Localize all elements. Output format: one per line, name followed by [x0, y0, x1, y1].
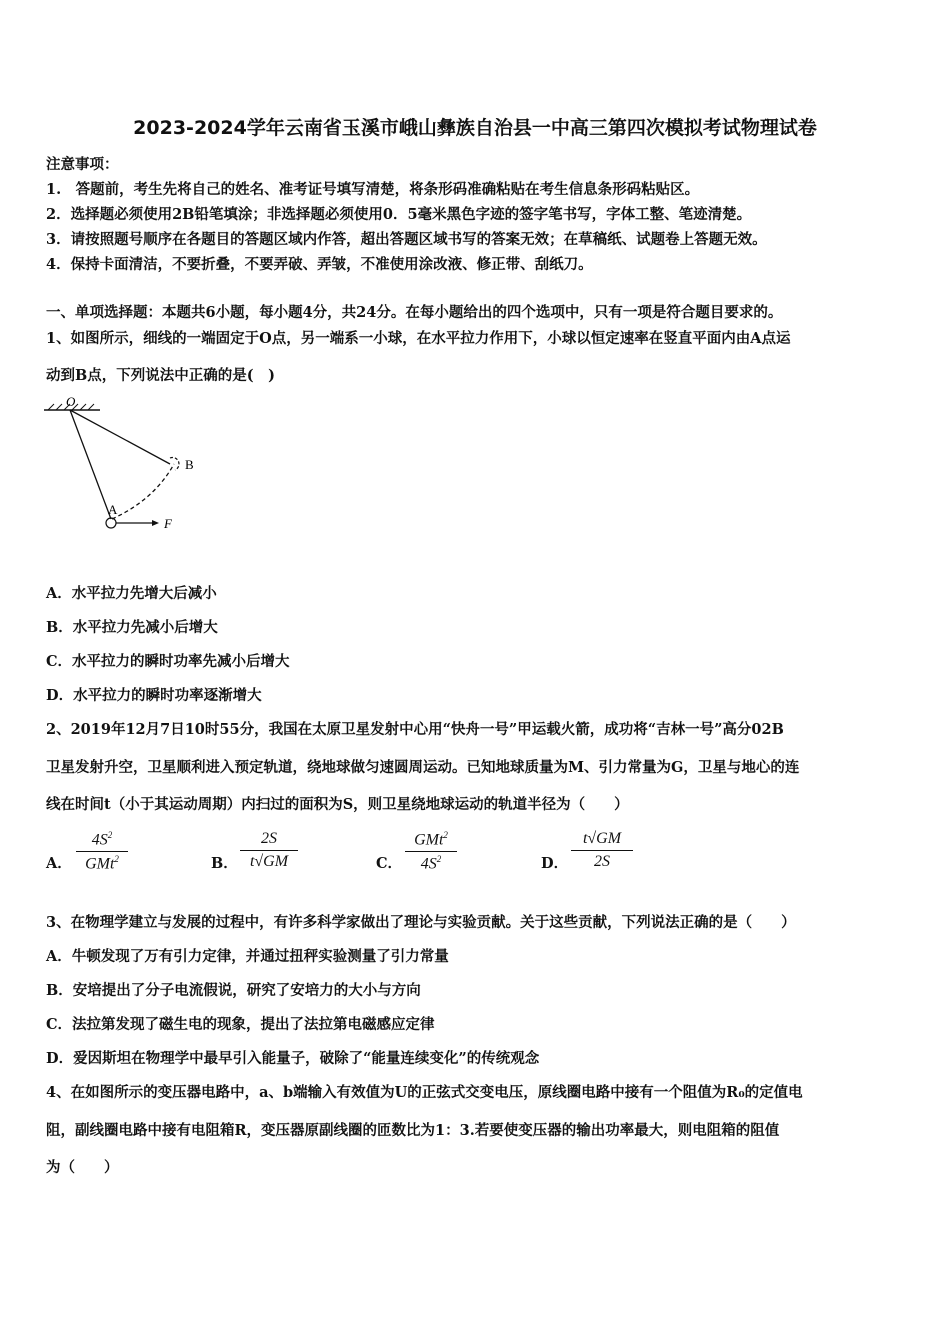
q2-option-d-letter: D． [541, 855, 569, 872]
string-ob [70, 410, 170, 464]
frac-denominator: 2S [594, 853, 610, 870]
frac-den-exponent: 2 [436, 854, 442, 865]
q3-option-d: D．爱因斯坦在物理学中最早引入能量子，破除了“能量连续变化”的传统观念 [46, 1050, 540, 1067]
q3-option-a: A．牛顿发现了万有引力定律，并通过扭秤实验测量了引力常量 [46, 948, 449, 965]
pendulum-figure [44, 392, 214, 542]
section-heading: 一、单项选择题：本题共6小题，每小题4分，共24分。在每小题给出的四个选项中，只有一项是符合题目要求的。 [46, 304, 783, 321]
point-a-label: A [108, 502, 118, 517]
force-f-label: F [164, 516, 172, 531]
q1-option-d: D．水平拉力的瞬时功率逐渐增大 [46, 687, 262, 704]
ball-a [106, 518, 116, 528]
frac-denominator: 4S [420, 855, 437, 873]
q2-option-a-fraction [76, 830, 128, 874]
frac-den-exponent: 2 [114, 854, 119, 865]
q2-option-b-fraction [240, 830, 298, 871]
page-title: 2023-2024学年云南省玉溪市峨山彝族自治县一中高三第四次模拟考试物理试卷 [133, 117, 817, 139]
q1-option-b: B．水平拉力先减小后增大 [46, 619, 218, 636]
frac-numerator: 4S [91, 831, 108, 849]
q1-stem-line1: 1、如图所示，细线的一端固定于O点，另一端系一小球，在水平拉力作用下，小球以恒定速率在竖直平面内由A点运 [46, 330, 791, 347]
q3-stem: 3、在物理学建立与发展的过程中，有许多科学家做出了理论与实验贡献。关于这些贡献，下列说法正确的是（ ） [46, 914, 796, 931]
frac-denominator: t√GM [249, 853, 289, 870]
notice-item-4: 4．保持卡面清洁，不要折叠，不要弄破、弄皱，不准使用涂改液、修正带、刮纸刀。 [46, 256, 593, 273]
frac-numerator: t√GM [571, 830, 633, 851]
q3-option-b: B．安培提出了分子电流假说，研究了安培力的大小与方向 [46, 982, 421, 999]
q1-option-a: A．水平拉力先增大后减小 [46, 585, 217, 602]
q2-option-a-letter: A． [46, 855, 72, 872]
q1-stem-line2: 动到B点，下列说法中正确的是( ) [46, 367, 275, 384]
q2-stem-line1: 2、2019年12月7日10时55分，我国在太原卫星发射中心用“快舟一号”甲运载火箭，成功将“吉林一号”高分02B [46, 721, 784, 738]
q4-stem-line1: 4、在如图所示的变压器电路中，a、b端输入有效值为U的正弦式交变电压，原线圈电路中接有一个阻值为R₀的定值电 [46, 1084, 803, 1101]
frac-numerator: GMt [414, 831, 444, 849]
frac-num-exponent: 2 [443, 830, 448, 840]
frac-denominator: GMt [85, 855, 115, 873]
q2-stem-line3: 线在时间t（小于其运动周期）内扫过的面积为S，则卫星绕地球运动的轨道半径为（ ） [46, 796, 629, 813]
notice-item-1: 1. 答题前，考生先将自己的姓名、准考证号填写清楚，将条形码准确粘贴在考生信息条形码粘贴区。 [46, 181, 700, 198]
frac-numerator: 2S [240, 830, 298, 851]
q2-stem-line2: 卫星发射升空，卫星顺利进入预定轨道，绕地球做匀速圆周运动。已知地球质量为M、引力常量为G，卫星与地心的连 [46, 759, 800, 776]
string-oa [70, 410, 111, 519]
q4-stem-line2: 阻，副线圈电路中接有电阻箱R，变压器原副线圈的匝数比为1：3.若要使变压器的输出功率最大，则电阻箱的阻值 [46, 1122, 780, 1139]
q4-stem-line3: 为（ ） [46, 1159, 119, 1176]
q2-option-d-fraction [571, 830, 633, 871]
force-arrow-head [152, 520, 159, 526]
q2-option-b-letter: B． [211, 855, 238, 872]
frac-num-exponent: 2 [107, 830, 113, 840]
notice-heading: 注意事项： [46, 156, 119, 173]
notice-item-3: 3．请按照题号顺序在各题目的答题区域内作答，超出答题区域书写的答案无效；在草稿纸、试题卷上答题无效。 [46, 231, 767, 248]
q2-option-c-letter: C． [376, 855, 403, 872]
q1-option-c: C．水平拉力的瞬时功率先减小后增大 [46, 653, 290, 670]
point-o-label: O [66, 394, 76, 409]
q2-option-c-fraction [405, 830, 457, 874]
arc-path [112, 464, 174, 519]
notice-item-2: 2．选择题必须使用2B铅笔填涂；非选择题必须使用0．5毫米黑色字迹的签字笔书写，字体工整、笔迹清楚。 [46, 206, 752, 223]
point-b-label: B [185, 457, 194, 472]
q3-option-c: C．法拉第发现了磁生电的现象，提出了法拉第电磁感应定律 [46, 1016, 435, 1033]
